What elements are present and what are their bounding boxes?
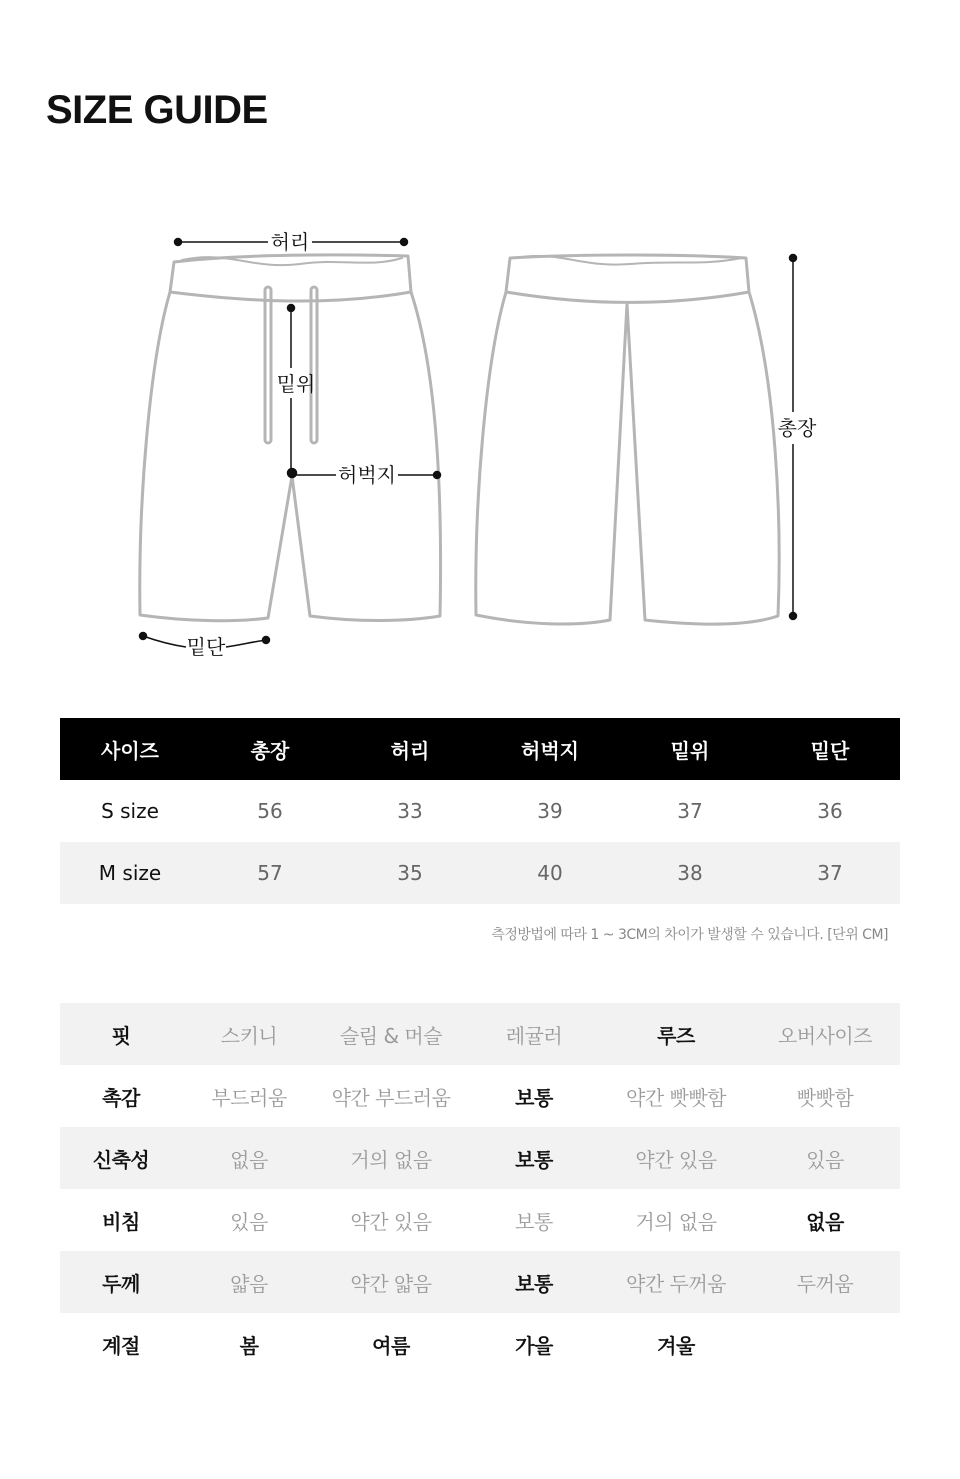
fit-option: 얇음: [182, 1251, 316, 1313]
fit-option-selected: 보통: [515, 1085, 553, 1110]
fit-row-label: 핏: [60, 1003, 182, 1065]
header-cell: 총장: [200, 718, 340, 780]
table-row: [60, 780, 900, 842]
fit-option: 레귤러: [466, 1003, 602, 1065]
fit-option: 스키니: [182, 1003, 316, 1065]
table-cell: 37: [677, 799, 703, 823]
measurement-note: 측정방법에 따라 1 ~ 3CM의 차이가 발생할 수 있습니다. [단위 CM]: [491, 927, 888, 943]
fit-option: 약간 부드러움: [331, 1085, 451, 1110]
page-title: SIZE GUIDE: [46, 88, 268, 132]
drawstring-left: [265, 287, 271, 443]
table-cell: 57: [200, 842, 340, 904]
fit-option: 없음: [182, 1127, 316, 1189]
season-option: 가을: [515, 1333, 553, 1358]
fit-row: [60, 1313, 900, 1375]
header-cell: 허리: [340, 718, 480, 780]
fit-option: 오버사이즈: [750, 1003, 900, 1065]
fit-option: 있음: [230, 1209, 268, 1234]
table-cell: 39: [537, 799, 563, 823]
fit-option-selected: 없음: [806, 1209, 844, 1234]
fit-option: 거의 없음: [635, 1209, 717, 1234]
fit-row: [60, 1127, 900, 1189]
label-rise: 밑위: [276, 372, 316, 396]
fit-row-label: 계절: [102, 1333, 140, 1358]
season-option: 봄: [239, 1333, 259, 1358]
fit-table: [60, 1003, 900, 1375]
fit-option: 부드러움: [211, 1085, 287, 1110]
fit-option: 약간 얇음: [316, 1251, 466, 1313]
fit-option: 빳빳함: [796, 1085, 854, 1110]
fit-option: 약간 두꺼움: [602, 1251, 750, 1313]
front-shorts-body: [140, 292, 441, 621]
fit-option: 보통: [515, 1209, 553, 1234]
fit-row-label: 두께: [60, 1251, 182, 1313]
table-cell: 35: [340, 842, 480, 904]
fit-option-selected: 보통: [466, 1251, 602, 1313]
season-option: 여름: [372, 1333, 410, 1358]
fit-row-label: 촉감: [102, 1085, 140, 1110]
table-cell: 36: [817, 799, 843, 823]
header-cell: 사이즈: [60, 718, 200, 780]
fit-option: 있음: [750, 1127, 900, 1189]
label-hem: 밑단: [186, 635, 226, 659]
label-length: 총장: [777, 416, 817, 440]
fit-option: 약간 있음: [350, 1209, 432, 1234]
fit-option: 거의 없음: [316, 1127, 466, 1189]
fit-row: [60, 1189, 900, 1251]
size-label: S size: [101, 799, 159, 823]
table-cell: 40: [480, 842, 620, 904]
fit-option: 슬림 & 머슬: [316, 1003, 466, 1065]
fit-option-selected: 보통: [466, 1127, 602, 1189]
shorts-measurement-diagram: [0, 215, 960, 675]
fit-row: [60, 1251, 900, 1313]
fit-option: 약간 있음: [602, 1127, 750, 1189]
fit-option: 두꺼움: [750, 1251, 900, 1313]
fit-row: [60, 1065, 900, 1127]
back-shorts-body: [476, 292, 779, 624]
table-cell: 38: [620, 842, 760, 904]
header-cell: 밑단: [760, 718, 900, 780]
size-label: M size: [60, 842, 200, 904]
fit-row-label: 신축성: [60, 1127, 182, 1189]
table-cell: 33: [397, 799, 423, 823]
size-table: [60, 718, 900, 904]
season-option: [750, 1313, 900, 1375]
fit-row-label: 비침: [102, 1209, 140, 1234]
table-cell: 37: [760, 842, 900, 904]
table-cell: 56: [257, 799, 283, 823]
table-row: [60, 842, 900, 904]
label-waist: 허리: [270, 230, 310, 254]
season-option: 겨울: [657, 1333, 695, 1358]
header-cell: 허벅지: [480, 718, 620, 780]
fit-option: 약간 빳빳함: [626, 1085, 726, 1110]
header-cell: 밑위: [620, 718, 760, 780]
label-thigh: 허벅지: [338, 463, 396, 487]
size-table-header: [60, 718, 900, 780]
fit-row: [60, 1003, 900, 1065]
drawstring-right: [311, 287, 317, 443]
fit-option-selected: 루즈: [602, 1003, 750, 1065]
